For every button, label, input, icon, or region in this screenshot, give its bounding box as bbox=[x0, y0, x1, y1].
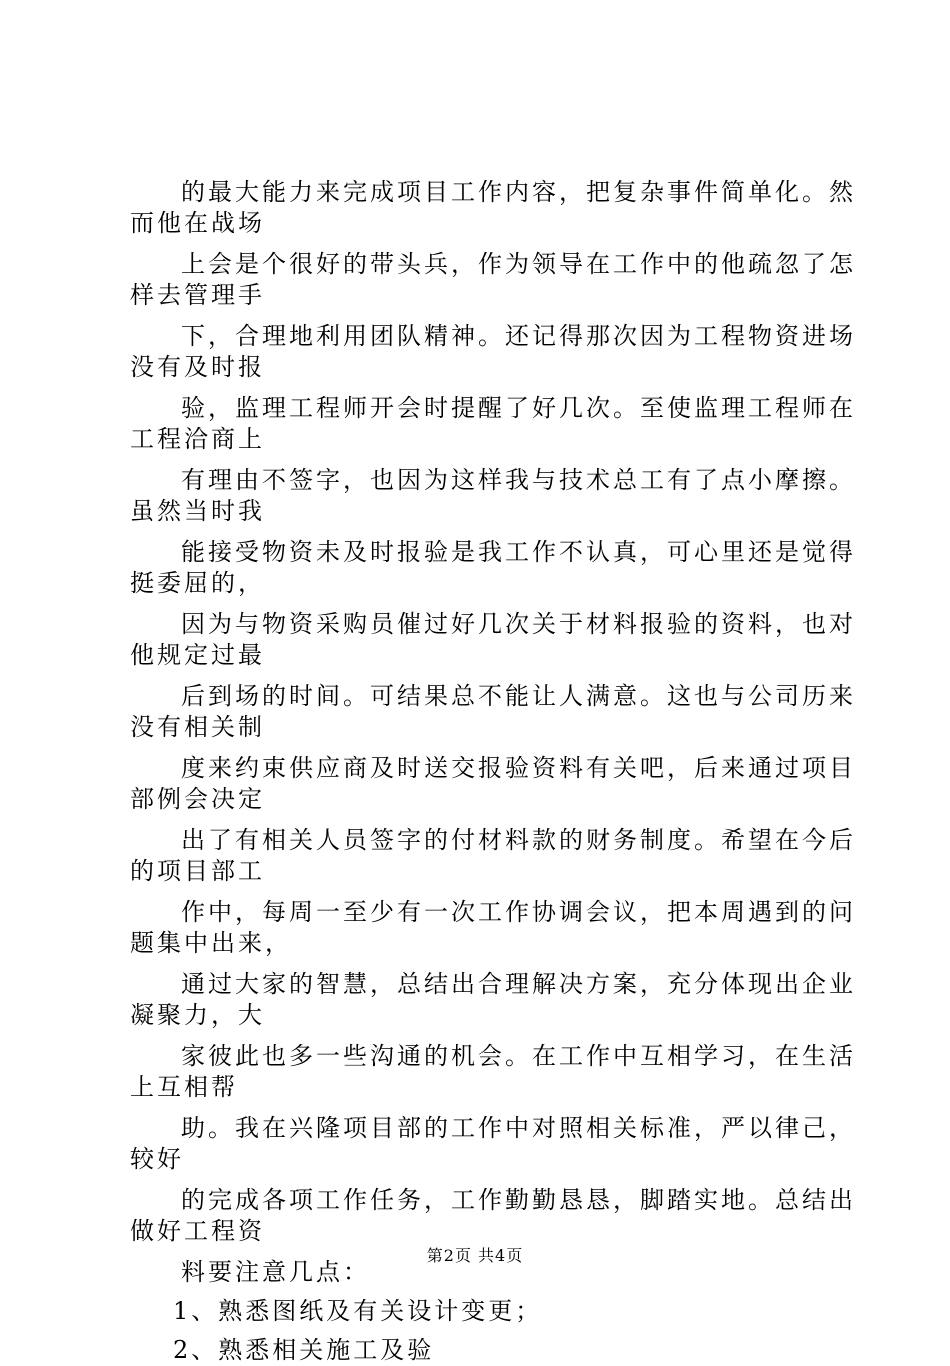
text-line-continuation: 样去管理手 bbox=[130, 281, 265, 309]
text-line-continuation: 凝聚力，大 bbox=[130, 1001, 265, 1029]
text-line: 能接受物资未及时报验是我工作不认真，可心里还是觉得 bbox=[181, 538, 856, 566]
text-line-continuation: 没有及时报 bbox=[130, 353, 265, 381]
text-line-continuation: 没有相关制 bbox=[130, 713, 265, 741]
text-line: 的完成各项工作任务，工作勤勤恳恳，脚踏实地。总结出 bbox=[181, 1186, 856, 1214]
text-line: 下，合理地利用团队精神。还记得那次因为工程物资进场 bbox=[181, 322, 856, 350]
text-line-continuation: 挺委屈的， bbox=[130, 569, 265, 597]
list-item: 1、熟悉图纸及有关设计变更； bbox=[173, 1297, 543, 1325]
text-line-continuation: 做好工程资 bbox=[130, 1217, 265, 1245]
text-line-continuation: 较好 bbox=[130, 1145, 184, 1173]
text-line: 上会是个很好的带头兵，作为领导在工作中的他疏忽了怎 bbox=[181, 250, 856, 278]
page-footer: 第2页 共4页 bbox=[426, 1246, 524, 1265]
text-line-continuation: 上互相帮 bbox=[130, 1073, 238, 1101]
closing-line: 料要注意几点： bbox=[181, 1258, 370, 1286]
text-line: 的最大能力来完成项目工作内容，把复杂事件简单化。然 bbox=[181, 178, 856, 206]
text-line-continuation: 工程洽商上 bbox=[130, 425, 265, 453]
text-line-continuation: 部例会决定 bbox=[130, 785, 265, 813]
document-body bbox=[130, 177, 856, 1366]
text-line-continuation: 而他在战场 bbox=[130, 209, 265, 237]
text-line: 出了有相关人员签字的付材料款的财务制度。希望在今后 bbox=[181, 826, 856, 854]
text-line: 作中，每周一至少有一次工作协调会议，把本周遇到的问 bbox=[181, 898, 856, 926]
text-line: 后到场的时间。可结果总不能让人满意。这也与公司历来 bbox=[181, 682, 856, 710]
text-line: 验，监理工程师开会时提醒了好几次。至使监理工程师在 bbox=[181, 394, 856, 422]
text-line: 通过大家的智慧，总结出合理解决方案，充分体现出企业 bbox=[181, 970, 856, 998]
text-line: 有理由不签字，也因为这样我与技术总工有了点小摩擦。 bbox=[181, 466, 856, 494]
list-item: 2、熟悉相关施工及验 bbox=[173, 1336, 435, 1364]
text-line-continuation: 题集中出来， bbox=[130, 929, 292, 957]
text-line: 度来约束供应商及时送交报验资料有关吧，后来通过项目 bbox=[181, 754, 856, 782]
text-line: 助。我在兴隆项目部的工作中对照相关标准，严以律己， bbox=[181, 1114, 856, 1142]
text-line-continuation: 他规定过最 bbox=[130, 641, 265, 669]
text-line-continuation: 的项目部工 bbox=[130, 857, 265, 885]
text-line-continuation: 虽然当时我 bbox=[130, 497, 265, 525]
text-line: 家彼此也多一些沟通的机会。在工作中互相学习，在生活 bbox=[181, 1042, 856, 1070]
text-line: 因为与物资采购员催过好几次关于材料报验的资料，也对 bbox=[181, 610, 856, 638]
